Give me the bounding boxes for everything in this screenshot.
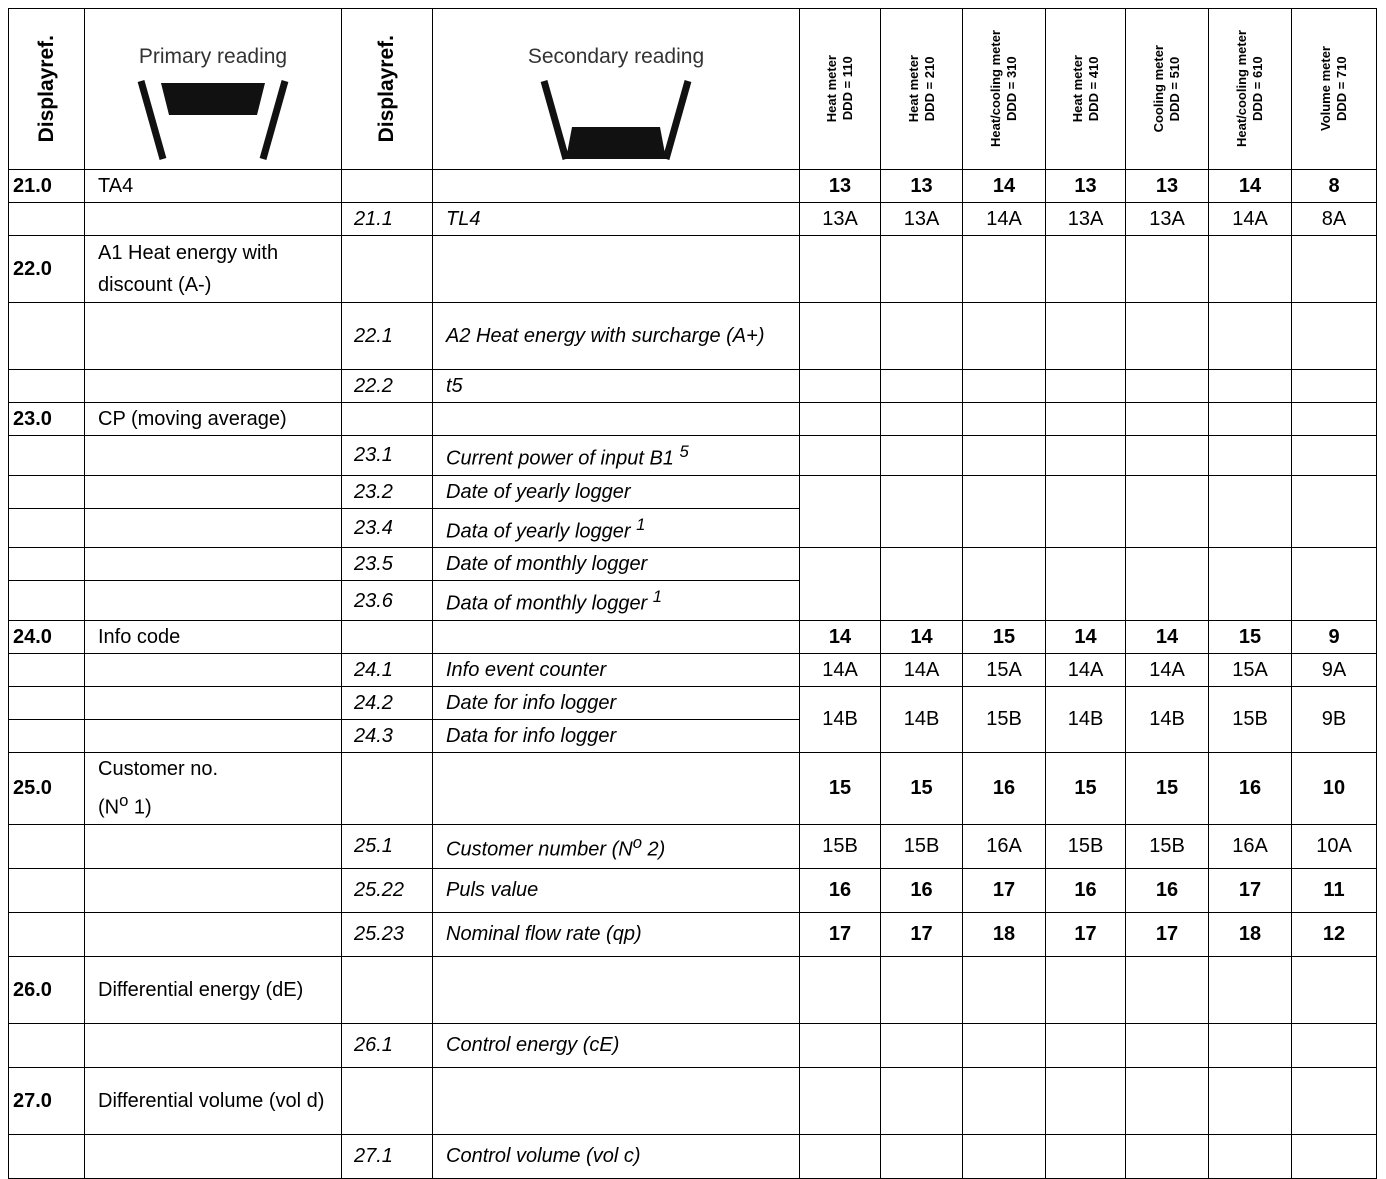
value-cell: 15 [1126, 752, 1209, 824]
value-cell: 18 [963, 912, 1046, 956]
value-cell: 17 [963, 868, 1046, 912]
secondary-reading: Data of yearly logger $^1$ [433, 508, 800, 548]
value-cell: 15A [1209, 653, 1292, 686]
header-row [9, 9, 1377, 170]
secondary-ref: 23.5 [342, 548, 433, 581]
value-cell: 15 [881, 752, 963, 824]
secondary-reading: Control energy (cE) [433, 1023, 800, 1067]
display-ref: 24.0 [9, 620, 85, 653]
value-cell: 9B [1292, 686, 1377, 752]
secondary-ref: 24.3 [342, 719, 433, 752]
secondary-reading: Info event counter [433, 653, 800, 686]
value-cell: 15B [1046, 824, 1126, 868]
header-col-3: Heat/cooling meter DDD = 310 [963, 9, 1046, 170]
secondary-ref: 24.1 [342, 653, 433, 686]
table-row [9, 436, 1377, 476]
value-cell: 14A [800, 653, 881, 686]
display-ref: 21.0 [9, 170, 85, 203]
secondary-reading: Control volume (vol c) [433, 1134, 800, 1178]
value-cell: 13A [881, 203, 963, 236]
table-row [9, 868, 1377, 912]
display-ref: 22.0 [9, 236, 85, 303]
value-cell: 17 [800, 912, 881, 956]
value-cell: 15B [1209, 686, 1292, 752]
value-cell: 16 [963, 752, 1046, 824]
table-row [9, 1023, 1377, 1067]
secondary-reading: Data of monthly logger $^1$ [433, 581, 800, 621]
table-row [9, 370, 1377, 403]
value-cell: 17 [881, 912, 963, 956]
value-cell: 14B [881, 686, 963, 752]
secondary-ref: 23.1 [342, 436, 433, 476]
secondary-ref: 23.6 [342, 581, 433, 621]
header-col-2: Heat meter DDD = 210 [881, 9, 963, 170]
secondary-reading: Nominal flow rate (qp) [433, 912, 800, 956]
table-row [9, 956, 1377, 1023]
header-col-7: Volume meter DDD = 710 [1292, 9, 1377, 170]
empty-cell [342, 170, 433, 203]
value-cell: 14 [1126, 620, 1209, 653]
value-cell: 14 [881, 620, 963, 653]
header-col-5: Cooling meter DDD = 510 [1126, 9, 1209, 170]
value-cell: 14A [963, 203, 1046, 236]
value-cell: 17 [1046, 912, 1126, 956]
value-cell: 13A [800, 203, 881, 236]
table-row [9, 752, 1377, 824]
secondary-ref: 26.1 [342, 1023, 433, 1067]
header-secondary-reading [433, 9, 800, 170]
table-row [9, 203, 1377, 236]
value-cell: 16A [1209, 824, 1292, 868]
value-cell: 8 [1292, 170, 1377, 203]
display-ref: 25.0 [9, 752, 85, 824]
table-row [9, 620, 1377, 653]
table-row [9, 653, 1377, 686]
primary-reading: CP (moving average) [85, 403, 342, 436]
display-ref: 26.0 [9, 956, 85, 1023]
secondary-ref: 25.1 [342, 824, 433, 868]
header-primary-reading [85, 9, 342, 170]
footnote-mark: 1 [652, 587, 663, 607]
secondary-reading: A2 Heat energy with surcharge (A+) [433, 303, 800, 370]
empty-cell [433, 170, 800, 203]
secondary-reading-label: Secondary reading [527, 45, 705, 68]
value-cell: 14B [1046, 686, 1126, 752]
value-cell: 13 [1126, 170, 1209, 203]
value-cell: 14 [1209, 170, 1292, 203]
value-cell: 16 [1126, 868, 1209, 912]
value-cell: 14 [963, 170, 1046, 203]
secondary-ref: 22.2 [342, 370, 433, 403]
value-cell: 17 [1209, 868, 1292, 912]
secondary-ref: 22.1 [342, 303, 433, 370]
secondary-reading: TL4 [433, 203, 800, 236]
header-col-1: Heat meter DDD = 110 [800, 9, 881, 170]
table-row [9, 1134, 1377, 1178]
value-cell: 13 [800, 170, 881, 203]
secondary-ref: 24.2 [342, 686, 433, 719]
empty-cell [85, 203, 342, 236]
primary-reading: A1 Heat energy with discount (A-) [85, 236, 342, 303]
value-cell: 16 [1046, 868, 1126, 912]
footnote-mark: 5 [679, 442, 689, 461]
value-cell: 9 [1292, 620, 1377, 653]
secondary-ref: 27.1 [342, 1134, 433, 1178]
secondary-ref: 25.22 [342, 868, 433, 912]
secondary-reading: Puls value [433, 868, 800, 912]
value-cell: 14A [1046, 653, 1126, 686]
table-row [9, 403, 1377, 436]
value-cell: 14B [1126, 686, 1209, 752]
value-cell: 18 [1209, 912, 1292, 956]
display-reference-table [8, 8, 1377, 1179]
secondary-reading: Date of monthly logger [433, 548, 800, 581]
value-cell: 14A [881, 653, 963, 686]
display-ref: 23.0 [9, 403, 85, 436]
primary-reading: TA4 [85, 170, 342, 203]
value-cell: 10A [1292, 824, 1377, 868]
value-cell: 15B [1126, 824, 1209, 868]
secondary-ref: 23.2 [342, 475, 433, 508]
table-row [9, 1067, 1377, 1134]
display-ref: 27.0 [9, 1067, 85, 1134]
value-cell: 17 [1126, 912, 1209, 956]
table-row [9, 548, 1377, 581]
value-cell: 15 [963, 620, 1046, 653]
value-cell: 15B [963, 686, 1046, 752]
value-cell: 16 [881, 868, 963, 912]
table-row [9, 686, 1377, 719]
value-cell: 13A [1126, 203, 1209, 236]
table-row [9, 303, 1377, 370]
secondary-ref: 25.23 [342, 912, 433, 956]
value-cell: 15 [1046, 752, 1126, 824]
secondary-reading: Date of yearly logger [433, 475, 800, 508]
value-cell: 13 [881, 170, 963, 203]
secondary-reading: Date for info logger [433, 686, 800, 719]
table-row [9, 824, 1377, 868]
primary-reading-label: Primary reading [138, 45, 288, 68]
value-cell: 15 [1209, 620, 1292, 653]
value-cell: 15 [800, 752, 881, 824]
header-displayref: Displayref. [9, 9, 85, 170]
value-cell: 14B [800, 686, 881, 752]
table-row [9, 475, 1377, 508]
header-col-6: Heat/cooling meter DDD = 610 [1209, 9, 1292, 170]
value-cell: 16 [1209, 752, 1292, 824]
table-row [9, 236, 1377, 303]
secondary-ref: 23.4 [342, 508, 433, 548]
value-cell: 11 [1292, 868, 1377, 912]
value-cell: 14A [1126, 653, 1209, 686]
header-displayref-2: Displayref. [342, 9, 433, 170]
secondary-ref: 21.1 [342, 203, 433, 236]
secondary-reading: Data for info logger [433, 719, 800, 752]
secondary-reading: Current power of input B1 $^5$ [433, 436, 800, 476]
value-cell: 15B [881, 824, 963, 868]
table-row [9, 170, 1377, 203]
value-cell: 16 [800, 868, 881, 912]
value-cell: 10 [1292, 752, 1377, 824]
secondary-reading: t5 [433, 370, 800, 403]
secondary-reading: Customer number ($N^o$ 2) [433, 824, 800, 868]
value-cell: 14A [1209, 203, 1292, 236]
value-cell: 15B [800, 824, 881, 868]
footnote-mark: 1 [636, 514, 646, 534]
primary-reading: Customer no. ($N^o$ 1) [85, 752, 342, 824]
primary-reading: Info code [85, 620, 342, 653]
value-cell: 14 [1046, 620, 1126, 653]
primary-display-icon [133, 79, 293, 161]
value-cell: 9A [1292, 653, 1377, 686]
empty-cell [9, 203, 85, 236]
secondary-display-icon [536, 79, 696, 161]
value-cell: 12 [1292, 912, 1377, 956]
header-col-4: Heat meter DDD = 410 [1046, 9, 1126, 170]
value-cell: 8A [1292, 203, 1377, 236]
value-cell: 13A [1046, 203, 1126, 236]
table-row [9, 912, 1377, 956]
primary-reading: Differential volume (vol d) [85, 1067, 342, 1134]
value-cell: 14 [800, 620, 881, 653]
value-cell: 13 [1046, 170, 1126, 203]
primary-reading: Differential energy (dE) [85, 956, 342, 1023]
value-cell: 15A [963, 653, 1046, 686]
value-cell: 16A [963, 824, 1046, 868]
